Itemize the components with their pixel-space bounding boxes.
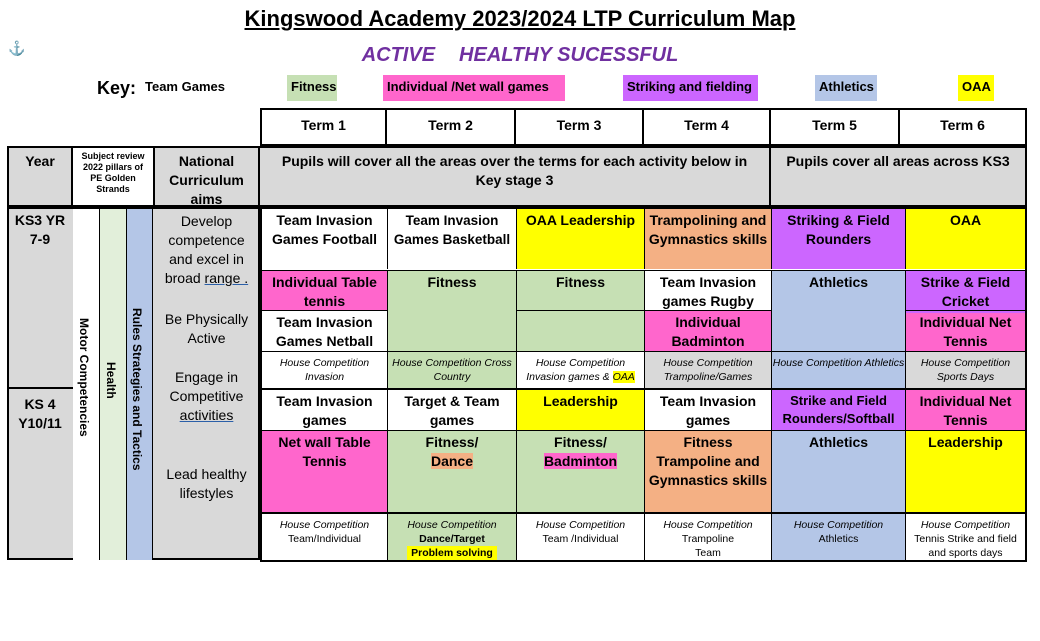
ks4-house-t3-bot: Team /Individual	[542, 533, 619, 545]
ks3-house-t5: House Competition Athletics	[771, 351, 905, 388]
motto-healthy: HEALTHY SUCESSFUL	[459, 44, 679, 66]
ks3-house-t2: House Competition Cross Country	[387, 351, 516, 388]
key-fitness: Fitness	[287, 75, 337, 101]
ks4-t6-r2: Leadership	[905, 430, 1025, 512]
key-oaa: OAA	[958, 75, 994, 101]
year-header: Year	[7, 146, 73, 207]
aim-physically-active: Be Physically Active	[164, 311, 249, 346]
cover-terms-1-4: Pupils will cover all the areas over the terms for each activity below in Key stage 3	[260, 146, 771, 207]
ks4-t6-r1: Individual Net Tennis	[905, 388, 1025, 430]
term-6-header: Term 6	[900, 108, 1027, 146]
ks4-t4-r1: Team Invasion games	[644, 388, 771, 430]
ks4-t3-r2-badminton: Badminton	[543, 453, 618, 469]
ks3-house-t3	[516, 351, 644, 388]
ks3-t6-r3-label: Individual Net Tennis	[906, 313, 1025, 351]
ks3-t5-r2: Athletics	[771, 270, 905, 351]
ks4-t4-r2: Fitness Trampoline and Gymnastics skills	[644, 430, 771, 512]
term-2-header: Term 2	[387, 108, 516, 146]
national-curriculum-header: National Curriculum aims	[155, 146, 260, 207]
ks4-house-t1-top: House Competition	[279, 519, 370, 531]
term-1-header: Term 1	[260, 108, 387, 146]
ks4-house-t2	[387, 512, 516, 560]
pillar-rules-strategies: Rules Strategies and Tactics	[130, 308, 144, 471]
ks4-t5-r1: Strike and Field Rounders/Softball	[771, 388, 905, 430]
ks4-house-t6-top: House Competition	[920, 519, 1011, 531]
ks3-t3-r3	[516, 310, 644, 351]
key-striking-fielding: Striking and fielding	[623, 75, 758, 101]
ks3-house-t1: House Competition Invasion	[262, 351, 387, 388]
page-title: Kingswood Academy 2023/2024 LTP Curriculum Map	[244, 6, 796, 31]
ks4-house-t2-bot: Dance/Target	[419, 533, 485, 545]
ks3-t2-r2: Fitness	[387, 270, 516, 351]
ks4-house-t4-top: House Competition	[663, 519, 753, 531]
ks3-t4-r2: Team Invasion games Rugby	[644, 270, 771, 310]
ks4-t5-r2: Athletics	[771, 430, 905, 512]
ks3-house-t3-text: House Competition Invasion games &	[526, 357, 626, 383]
ks3-t3-r1: OAA Leadership	[516, 209, 644, 269]
ks4-house-t4-bot: Trampoline Team	[681, 533, 735, 559]
ks4-house-t3-top: House Competition	[535, 519, 626, 531]
aim-develop-text: Develop competence and excel in broad	[164, 213, 245, 286]
ks3-house-t6: House Competition Sports Days	[905, 351, 1025, 388]
ks3-t6-r1: OAA	[905, 209, 1025, 269]
ks3-t1-r1: Team Invasion Games Football	[262, 209, 387, 269]
anchor-icon[interactable]: ⚓	[8, 40, 26, 56]
ks4-house-t3	[516, 512, 644, 560]
year-divider	[7, 387, 73, 389]
ks4-house-t6-bot: Tennis Strike and field and sports days	[914, 533, 1017, 559]
aim-engage-competitive	[155, 368, 258, 425]
ks4-t3-r1: Leadership	[516, 388, 644, 430]
pillar-health: Health	[104, 362, 118, 399]
term-3-header: Term 3	[516, 108, 644, 146]
ks4-t3-r2	[516, 430, 644, 512]
term-4-header: Term 4	[644, 108, 771, 146]
ks3-t6-r2: Strike & Field Cricket	[905, 270, 1025, 310]
subject-review-header: Subject review 2022 pillars of PE Golden Strands	[73, 146, 155, 207]
ks3-house-t4: House Competition Trampoline/Games	[644, 351, 771, 388]
ks4-t2-r1: Target & Team games	[387, 388, 516, 430]
ks3-house-t3-oaa: OAA	[612, 371, 635, 383]
ks4-t2-r2-fitness: Fitness/	[425, 434, 479, 450]
ks4-house-t1	[262, 512, 387, 560]
ks4-house-t6	[905, 512, 1025, 560]
ks4-house-t5-top: House Competition	[793, 519, 884, 531]
aim-healthy-lifestyles: Lead healthy lifestyles	[166, 466, 247, 501]
ks3-t4-r1: Trampolining and Gymnastics skills	[644, 209, 771, 269]
key-athletics: Athletics	[815, 75, 877, 101]
ks4-t1-r1: Team Invasion games	[262, 388, 387, 430]
aim-range-link[interactable]: range .	[204, 270, 249, 286]
aim-activities-link[interactable]: activities	[179, 407, 234, 423]
ks4-t2-r2	[387, 430, 516, 512]
ks4-house-t1-bot: Team/Individual	[288, 533, 361, 545]
ks4-house-t2-extra: Problem solving	[407, 546, 496, 560]
key-team-games: Team Games	[145, 79, 225, 94]
cover-terms-5-6: Pupils cover all areas across KS3	[771, 146, 1027, 207]
year-ks3: KS3 YR 7-9	[14, 212, 66, 247]
year-ks4: KS 4 Y10/11	[18, 396, 62, 431]
ks4-house-t5-bot: Athletics	[818, 533, 859, 545]
ks4-house-t5	[771, 512, 905, 560]
ks4-t1-r2: Net wall Table Tennis	[262, 430, 387, 512]
pillar-motor-competencies: Motor Competencies	[77, 318, 91, 437]
ks3-t5-r1: Striking & Field Rounders	[771, 209, 905, 269]
term-5-header: Term 5	[771, 108, 900, 146]
ks3-t4-r3: Individual Badminton	[644, 310, 771, 351]
ks3-t6-r3	[905, 310, 1025, 351]
ks4-t3-r2-fitness: Fitness/	[554, 434, 607, 450]
key-individual-net-wall: Individual /Net wall games	[383, 75, 565, 101]
ks3-t1-r2: Individual Table tennis	[262, 270, 387, 310]
aim-develop-competence	[155, 212, 258, 288]
ks3-t3-r2: Fitness	[516, 270, 644, 310]
aim-engage-text: Engage in Competitive	[169, 369, 244, 404]
ks4-t2-r2-dance: Dance	[430, 453, 474, 469]
ks3-t2-r1: Team Invasion Games Basketball	[387, 209, 516, 269]
ks3-t1-r3: Team Invasion Games Netball	[262, 310, 387, 351]
ks4-house-t2-top: House Competition	[407, 519, 497, 531]
motto-active: ACTIVE	[361, 44, 436, 66]
ks4-house-t4	[644, 512, 771, 560]
key-label: Key:	[97, 78, 137, 98]
motto	[0, 44, 1040, 67]
